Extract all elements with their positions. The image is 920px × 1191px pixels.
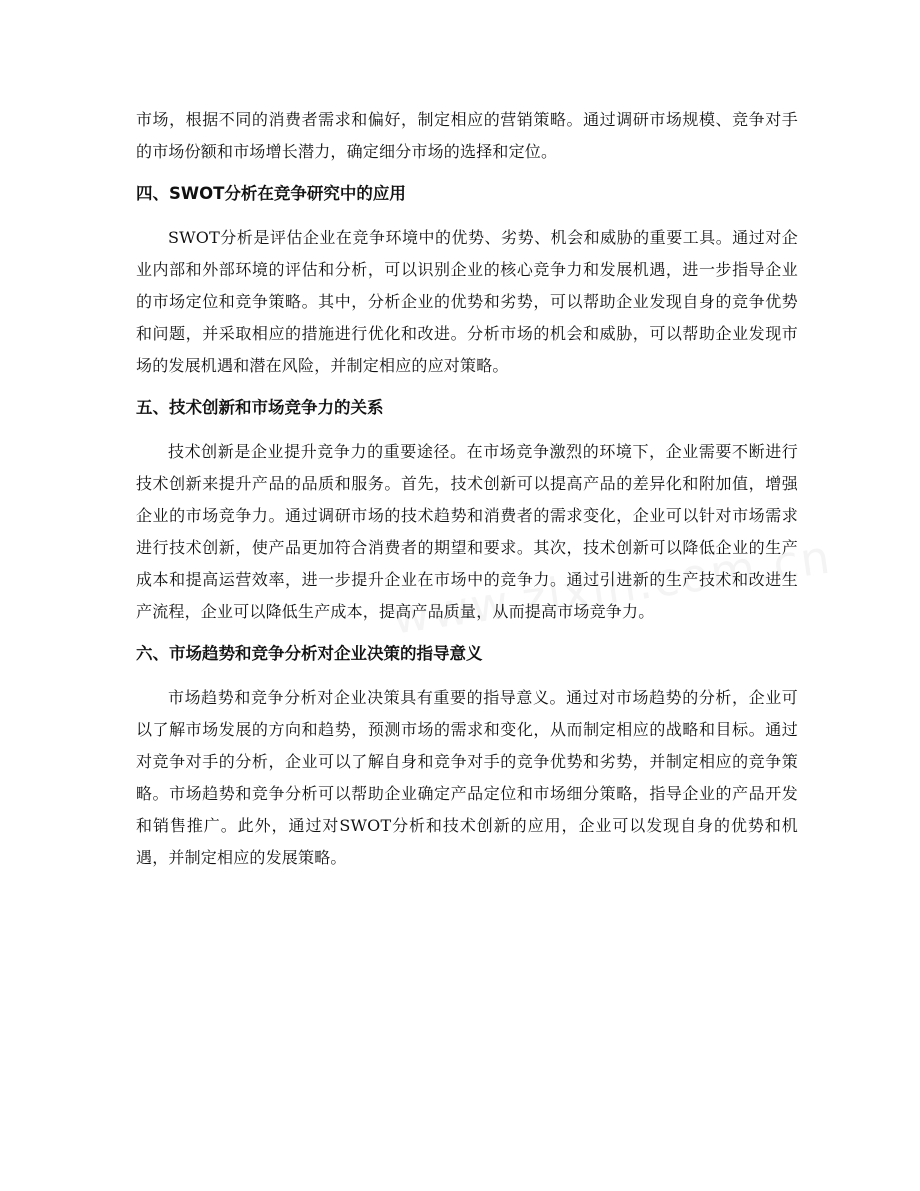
section-heading-swot: 四、SWOT分析在竞争研究中的应用 [136,184,406,203]
section-body-market-trends: 市场趋势和竞争分析对企业决策具有重要的指导意义。通过对市场趋势的分析，企业可以了解市场发展的方向和趋势，预测市场的需求和变化，从而制定相应的战略和目标。通过对竞争对手的分析，企业可以了解自身和竞争对手的竞争优势和劣势，并制定相应的竞争策略。市场趋势和竞争分析可以帮助企业确定产品定位和市场细分策略，指导企业的产品开发和销售推广。此外，通过对SWOT分析和技术创新的应用，企业可以发现自身的优势和机遇，并制定相应的发展策略。 [136,688,798,867]
section-heading-market-trends: 六、市场趋势和竞争分析对企业决策的指导意义 [136,644,483,663]
section-heading-tech-innovation: 五、技术创新和市场竞争力的关系 [136,398,384,417]
section-body-tech-innovation: 技术创新是企业提升竞争力的重要途径。在市场竞争激烈的环境下，企业需要不断进行技术创新来提升产品的品质和服务。首先，技术创新可以提高产品的差异化和附加值，增强企业的市场竞争力。通过调研市场的技术趋势和消费者的需求变化，企业可以针对市场需求进行技术创新，使产品更加符合消费者的期望和要求。其次，技术创新可以降低企业的生产成本和提高运营效率，进一步提升企业在市场中的竞争力。通过引进新的生产技术和改进生产流程，企业可以降低生产成本，提高产品质量，从而提高市场竞争力。 [136,442,798,621]
section-body-swot: SWOT分析是评估企业在竞争环境中的优势、劣势、机会和威胁的重要工具。通过对企业内部和外部环境的评估和分析，可以识别企业的核心竞争力和发展机遇，进一步指导企业的市场定位和竞争策略。其中，分析企业的优势和劣势，可以帮助企业发现自身的竞争优势和问题，并采取相应的措施进行优化和改进。分析市场的机会和威胁，可以帮助企业发现市场的发展机遇和潜在风险，并制定相应的应对策略。 [136,228,798,375]
document-body [136,104,798,874]
intro-paragraph: 市场，根据不同的消费者需求和偏好，制定相应的营销策略。通过调研市场规模、竞争对手的市场份额和市场增长潜力，确定细分市场的选择和定位。 [136,110,798,161]
